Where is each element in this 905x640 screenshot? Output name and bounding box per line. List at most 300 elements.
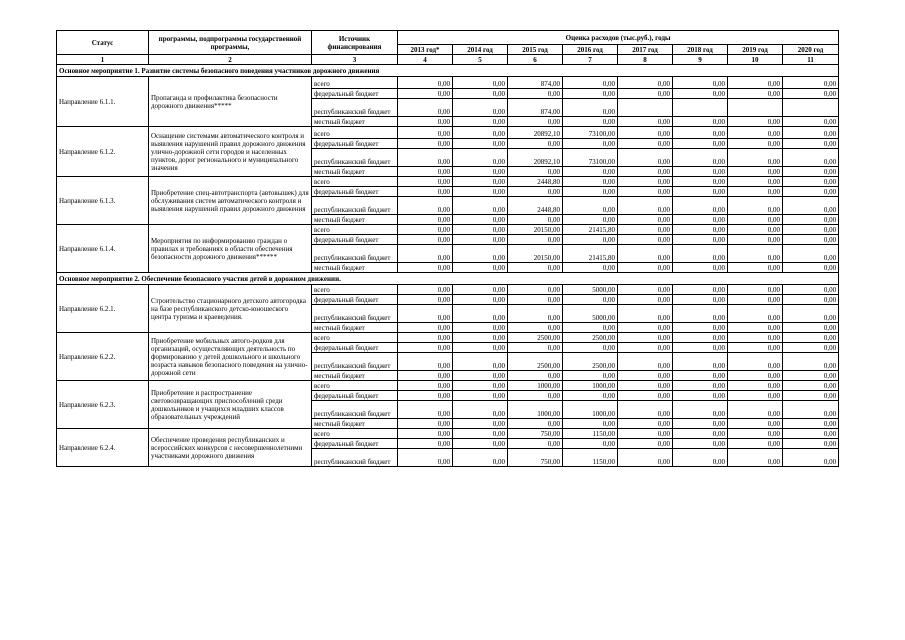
value-cell: 0,00 — [453, 167, 508, 177]
value-cell: 0,00 — [728, 127, 783, 139]
value-cell: 0,00 — [728, 167, 783, 177]
value-cell: 0,00 — [453, 99, 508, 117]
source-cell: республиканский бюджет — [312, 401, 398, 419]
value-cell: 0,00 — [618, 285, 673, 295]
value-cell: 0,00 — [728, 391, 783, 401]
value-cell: 0,00 — [398, 333, 453, 343]
value-cell: 5000,00 — [563, 285, 618, 295]
value-cell: 0,00 — [453, 439, 508, 449]
program-name-cell: Приобретение и распространение световозвращающих приспособлений среди дошкольников и учащихся младших классов образовательных учреждений — [149, 381, 312, 429]
value-cell: 0,00 — [453, 245, 508, 263]
status-cell: Направление 6.1.1. — [57, 77, 149, 127]
value-cell: 1000,00 — [563, 381, 618, 391]
budget-table-sheet — [56, 30, 838, 467]
status-cell: Направление 6.1.4. — [57, 225, 149, 273]
value-cell: 0,00 — [618, 117, 673, 127]
value-cell: 0,00 — [728, 449, 783, 467]
column-index: 7 — [563, 55, 618, 65]
value-cell: 0,00 — [783, 429, 839, 439]
value-cell: 0,00 — [673, 401, 728, 419]
value-cell: 0,00 — [728, 235, 783, 245]
table-row — [57, 225, 839, 235]
value-cell: 0,00 — [673, 439, 728, 449]
value-cell: 0,00 — [783, 401, 839, 419]
value-cell: 0,00 — [783, 127, 839, 139]
value-cell: 0,00 — [563, 89, 618, 99]
value-cell: 0,00 — [398, 381, 453, 391]
value-cell: 0,00 — [673, 381, 728, 391]
value-cell: 2500,00 — [508, 353, 563, 371]
value-cell: 0,00 — [398, 167, 453, 177]
status-cell: Направление 6.2.3. — [57, 381, 149, 429]
value-cell: 0,00 — [618, 429, 673, 439]
value-cell: 0,00 — [618, 391, 673, 401]
value-cell: 0,00 — [398, 353, 453, 371]
value-cell: 0,00 — [508, 391, 563, 401]
program-name-cell: Приобретение спец-автотранспорта (автовышек) для обслуживания систем автоматического контроля и выявления нарушений правил дорожного движения — [149, 177, 312, 225]
header-estimate: Оценка расходов (тыс.руб.), годы — [398, 31, 839, 45]
value-cell: 0,00 — [783, 263, 839, 273]
value-cell: 0,00 — [673, 333, 728, 343]
value-cell: 1000,00 — [508, 401, 563, 419]
column-index: 1 — [57, 55, 149, 65]
value-cell: 0,00 — [618, 419, 673, 429]
value-cell: 874,00 — [508, 99, 563, 117]
table-row — [57, 177, 839, 187]
value-cell: 0,00 — [618, 333, 673, 343]
source-cell: местный бюджет — [312, 263, 398, 273]
value-cell: 0,00 — [673, 449, 728, 467]
value-cell: 0,00 — [783, 149, 839, 167]
value-cell: 0,00 — [728, 371, 783, 381]
source-cell: всего — [312, 285, 398, 295]
value-cell: 0,00 — [398, 77, 453, 89]
value-cell: 0,00 — [563, 235, 618, 245]
value-cell: 0,00 — [728, 353, 783, 371]
value-cell: 0,00 — [453, 127, 508, 139]
value-cell: 0,00 — [618, 235, 673, 245]
value-cell: 0,00 — [563, 439, 618, 449]
value-cell: 20150,00 — [508, 245, 563, 263]
value-cell: 0,00 — [398, 419, 453, 429]
section-title: Основное мероприятие 2. Обеспечение безопасного участия детей в дорожном движении. — [57, 273, 839, 285]
value-cell: 2448,80 — [508, 177, 563, 187]
value-cell: 2500,00 — [563, 333, 618, 343]
source-cell: местный бюджет — [312, 419, 398, 429]
value-cell: 0,00 — [508, 263, 563, 273]
value-cell: 0,00 — [453, 401, 508, 419]
value-cell: 0,00 — [453, 215, 508, 225]
value-cell: 0,00 — [783, 197, 839, 215]
value-cell: 0,00 — [563, 187, 618, 197]
source-cell: федеральный бюджет — [312, 343, 398, 353]
value-cell: 0,00 — [508, 235, 563, 245]
value-cell: 0,00 — [453, 89, 508, 99]
value-cell: 0,00 — [728, 149, 783, 167]
value-cell: 0,00 — [728, 177, 783, 187]
value-cell: 0,00 — [783, 295, 839, 305]
value-cell: 0,00 — [453, 419, 508, 429]
value-cell: 0,00 — [673, 149, 728, 167]
year-header: 2018 год — [673, 45, 728, 55]
year-header: 2015 год — [508, 45, 563, 55]
value-cell: 2500,00 — [563, 353, 618, 371]
value-cell: 0,00 — [453, 285, 508, 295]
value-cell: 0,00 — [453, 235, 508, 245]
value-cell: 1150,00 — [563, 449, 618, 467]
value-cell: 0,00 — [398, 263, 453, 273]
source-cell: всего — [312, 429, 398, 439]
status-cell: Направление 6.2.2. — [57, 333, 149, 381]
value-cell: 0,00 — [728, 381, 783, 391]
value-cell: 0,00 — [563, 419, 618, 429]
value-cell: 0,00 — [508, 371, 563, 381]
value-cell: 874,00 — [508, 77, 563, 89]
value-cell: 0,00 — [563, 263, 618, 273]
value-cell: 0,00 — [783, 177, 839, 187]
header-status: Статус — [57, 31, 149, 55]
value-cell: 0,00 — [673, 343, 728, 353]
source-cell: федеральный бюджет — [312, 235, 398, 245]
source-cell: местный бюджет — [312, 371, 398, 381]
value-cell: 0,00 — [728, 197, 783, 215]
status-cell: Направление 6.1.3. — [57, 177, 149, 225]
value-cell: 0,00 — [398, 401, 453, 419]
source-cell: федеральный бюджет — [312, 391, 398, 401]
value-cell: 0,00 — [563, 177, 618, 187]
value-cell: 0,00 — [618, 225, 673, 235]
value-cell: 0,00 — [618, 305, 673, 323]
value-cell: 0,00 — [453, 353, 508, 371]
value-cell: 0,00 — [563, 371, 618, 381]
value-cell: 0,00 — [453, 149, 508, 167]
value-cell: 0,00 — [453, 305, 508, 323]
value-cell: 0,00 — [398, 187, 453, 197]
table-row — [57, 333, 839, 343]
source-cell: республиканский бюджет — [312, 305, 398, 323]
value-cell: 0,00 — [728, 77, 783, 89]
value-cell: 0,00 — [783, 235, 839, 245]
value-cell: 0,00 — [728, 263, 783, 273]
source-cell: республиканский бюджет — [312, 245, 398, 263]
value-cell: 0,00 — [673, 89, 728, 99]
value-cell: 0,00 — [783, 89, 839, 99]
value-cell: 0,00 — [563, 391, 618, 401]
value-cell: 0,00 — [783, 343, 839, 353]
value-cell: 0,00 — [618, 343, 673, 353]
program-name-cell: Мероприятия по информированию граждан о правилах и требованиях в области обеспечения безопасности дорожного движения****** — [149, 225, 312, 273]
value-cell: 0,00 — [453, 77, 508, 89]
value-cell: 0,00 — [563, 77, 618, 89]
source-cell: федеральный бюджет — [312, 187, 398, 197]
value-cell: 0,00 — [673, 197, 728, 215]
value-cell: 0,00 — [673, 215, 728, 225]
value-cell: 0,00 — [783, 167, 839, 177]
value-cell: 0,00 — [508, 343, 563, 353]
status-cell: Направление 6.2.1. — [57, 285, 149, 333]
section-title: Основное мероприятие 1. Развитие системы безопасного поведения участников дорожного движения — [57, 65, 839, 77]
value-cell: 0,00 — [398, 439, 453, 449]
value-cell: 0,00 — [673, 353, 728, 371]
source-cell: федеральный бюджет — [312, 139, 398, 149]
value-cell: 0,00 — [783, 333, 839, 343]
value-cell: 0,00 — [673, 263, 728, 273]
value-cell: 0,00 — [453, 343, 508, 353]
value-cell: 0,00 — [563, 197, 618, 215]
value-cell: 0,00 — [398, 245, 453, 263]
year-header: 2013 год* — [398, 45, 453, 55]
column-index: 5 — [453, 55, 508, 65]
value-cell: 0,00 — [618, 149, 673, 167]
value-cell: 0,00 — [618, 353, 673, 371]
source-cell: всего — [312, 127, 398, 139]
table-row — [57, 127, 839, 139]
value-cell: 0,00 — [618, 177, 673, 187]
value-cell: 0,00 — [453, 429, 508, 439]
value-cell: 0,00 — [508, 167, 563, 177]
source-cell: республиканский бюджет — [312, 197, 398, 215]
value-cell: 0,00 — [398, 225, 453, 235]
value-cell: 1150,00 — [563, 429, 618, 439]
value-cell: 0,00 — [398, 429, 453, 439]
value-cell: 0,00 — [508, 439, 563, 449]
value-cell: 0,00 — [618, 439, 673, 449]
value-cell: 20892,10 — [508, 127, 563, 139]
value-cell — [618, 99, 673, 117]
value-cell: 0,00 — [783, 215, 839, 225]
program-name-cell: Строительство стационарного детского автогородка на базе республиканского детско-юношеского центра туризма и краеведения. — [149, 285, 312, 333]
value-cell: 0,00 — [398, 285, 453, 295]
source-cell: местный бюджет — [312, 323, 398, 333]
value-cell: 0,00 — [673, 77, 728, 89]
value-cell: 0,00 — [508, 295, 563, 305]
source-cell: республиканский бюджет — [312, 449, 398, 467]
value-cell: 0,00 — [728, 187, 783, 197]
value-cell: 73100,00 — [563, 127, 618, 139]
value-cell: 750,00 — [508, 449, 563, 467]
value-cell: 0,00 — [673, 167, 728, 177]
value-cell: 0,00 — [398, 89, 453, 99]
value-cell: 0,00 — [508, 89, 563, 99]
value-cell: 73100,00 — [563, 149, 618, 167]
value-cell: 0,00 — [563, 295, 618, 305]
value-cell: 0,00 — [563, 139, 618, 149]
column-index: 3 — [312, 55, 398, 65]
value-cell: 0,00 — [673, 117, 728, 127]
status-cell: Направление 6.1.2. — [57, 127, 149, 177]
header-program: программы, подпрограммы государственной программы, — [149, 31, 312, 55]
value-cell: 0,00 — [783, 139, 839, 149]
value-cell: 0,00 — [728, 439, 783, 449]
program-name-cell: Пропаганда и профилактика безопасности дорожного движения***** — [149, 77, 312, 127]
column-index: 8 — [618, 55, 673, 65]
value-cell: 0,00 — [618, 139, 673, 149]
value-cell: 21415,80 — [563, 225, 618, 235]
value-cell: 0,00 — [398, 235, 453, 245]
value-cell: 0,00 — [453, 263, 508, 273]
value-cell: 0,00 — [673, 323, 728, 333]
value-cell: 0,00 — [618, 401, 673, 419]
value-cell: 750,00 — [508, 429, 563, 439]
value-cell: 0,00 — [673, 245, 728, 263]
value-cell: 0,00 — [453, 197, 508, 215]
value-cell: 0,00 — [453, 295, 508, 305]
value-cell: 0,00 — [453, 117, 508, 127]
value-cell: 20892,10 — [508, 149, 563, 167]
table-row — [57, 285, 839, 295]
value-cell: 0,00 — [673, 139, 728, 149]
value-cell — [673, 99, 728, 117]
value-cell: 1000,00 — [563, 401, 618, 419]
value-cell: 0,00 — [783, 323, 839, 333]
value-cell: 0,00 — [728, 215, 783, 225]
source-cell: республиканский бюджет — [312, 99, 398, 117]
table-row — [57, 77, 839, 89]
value-cell: 0,00 — [673, 371, 728, 381]
value-cell: 0,00 — [453, 177, 508, 187]
value-cell: 0,00 — [508, 215, 563, 225]
value-cell: 1000,00 — [508, 381, 563, 391]
value-cell: 0,00 — [728, 333, 783, 343]
value-cell: 0,00 — [728, 245, 783, 263]
column-index: 10 — [728, 55, 783, 65]
value-cell: 0,00 — [398, 343, 453, 353]
value-cell: 0,00 — [398, 117, 453, 127]
value-cell — [728, 99, 783, 117]
value-cell: 0,00 — [618, 371, 673, 381]
value-cell: 0,00 — [783, 225, 839, 235]
value-cell: 0,00 — [673, 391, 728, 401]
source-cell: республиканский бюджет — [312, 149, 398, 167]
value-cell: 0,00 — [398, 323, 453, 333]
value-cell: 0,00 — [673, 235, 728, 245]
value-cell: 0,00 — [508, 323, 563, 333]
value-cell: 0,00 — [673, 285, 728, 295]
value-cell: 0,00 — [398, 149, 453, 167]
source-cell: федеральный бюджет — [312, 439, 398, 449]
column-index: 9 — [673, 55, 728, 65]
value-cell: 0,00 — [398, 449, 453, 467]
value-cell: 0,00 — [728, 401, 783, 419]
column-index: 2 — [149, 55, 312, 65]
source-cell: всего — [312, 177, 398, 187]
value-cell: 0,00 — [618, 215, 673, 225]
value-cell: 0,00 — [728, 419, 783, 429]
value-cell: 0,00 — [783, 187, 839, 197]
value-cell: 0,00 — [783, 391, 839, 401]
value-cell: 0,00 — [563, 343, 618, 353]
value-cell: 0,00 — [398, 391, 453, 401]
value-cell: 0,00 — [673, 187, 728, 197]
value-cell: 0,00 — [618, 245, 673, 263]
value-cell: 0,00 — [563, 323, 618, 333]
value-cell: 0,00 — [618, 197, 673, 215]
value-cell: 0,00 — [783, 285, 839, 295]
value-cell: 0,00 — [453, 333, 508, 343]
source-cell: местный бюджет — [312, 167, 398, 177]
section-row — [57, 65, 839, 77]
value-cell: 0,00 — [618, 381, 673, 391]
value-cell: 0,00 — [618, 323, 673, 333]
value-cell: 0,00 — [673, 419, 728, 429]
value-cell: 0,00 — [618, 187, 673, 197]
value-cell: 0,00 — [783, 439, 839, 449]
value-cell: 0,00 — [673, 295, 728, 305]
value-cell: 0,00 — [453, 391, 508, 401]
year-header: 2019 год — [728, 45, 783, 55]
value-cell: 0,00 — [563, 117, 618, 127]
value-cell: 0,00 — [618, 295, 673, 305]
value-cell: 0,00 — [728, 295, 783, 305]
value-cell: 0,00 — [728, 225, 783, 235]
value-cell: 0,00 — [398, 371, 453, 381]
value-cell: 21415,80 — [563, 245, 618, 263]
value-cell: 0,00 — [783, 245, 839, 263]
value-cell: 0,00 — [618, 127, 673, 139]
source-cell: федеральный бюджет — [312, 295, 398, 305]
column-index: 11 — [783, 55, 839, 65]
value-cell: 0,00 — [783, 419, 839, 429]
value-cell: 2448,80 — [508, 197, 563, 215]
value-cell: 0,00 — [453, 139, 508, 149]
value-cell: 0,00 — [508, 285, 563, 295]
value-cell: 0,00 — [453, 449, 508, 467]
source-cell: всего — [312, 225, 398, 235]
value-cell: 0,00 — [398, 139, 453, 149]
column-index: 6 — [508, 55, 563, 65]
value-cell: 0,00 — [783, 117, 839, 127]
value-cell: 20150,00 — [508, 225, 563, 235]
program-name-cell: Приобретение мобильных автого-родков для организаций, осуществляющих деятельность по формированию у детей дошкольного и школьного возраста навыков безопасного поведения на улично-дорожной сети — [149, 333, 312, 381]
value-cell: 0,00 — [508, 139, 563, 149]
value-cell: 0,00 — [618, 449, 673, 467]
value-cell: 0,00 — [398, 215, 453, 225]
value-cell: 0,00 — [508, 305, 563, 323]
value-cell: 0,00 — [563, 167, 618, 177]
column-index: 4 — [398, 55, 453, 65]
value-cell: 0,00 — [728, 89, 783, 99]
source-cell: всего — [312, 381, 398, 391]
source-cell: местный бюджет — [312, 117, 398, 127]
value-cell: 0,00 — [453, 225, 508, 235]
value-cell: 0,00 — [453, 381, 508, 391]
status-cell: Направление 6.2.4. — [57, 429, 149, 467]
value-cell: 0,00 — [398, 305, 453, 323]
value-cell: 0,00 — [783, 77, 839, 89]
value-cell: 0,00 — [453, 323, 508, 333]
value-cell: 0,00 — [618, 89, 673, 99]
value-cell: 0,00 — [673, 305, 728, 323]
value-cell: 0,00 — [728, 305, 783, 323]
table-row — [57, 429, 839, 439]
value-cell: 0,00 — [673, 225, 728, 235]
year-header: 2016 год — [563, 45, 618, 55]
value-cell: 0,00 — [398, 127, 453, 139]
value-cell: 0,00 — [563, 99, 618, 117]
value-cell: 0,00 — [453, 187, 508, 197]
source-cell: всего — [312, 77, 398, 89]
value-cell — [783, 99, 839, 117]
value-cell: 0,00 — [673, 127, 728, 139]
value-cell: 0,00 — [783, 305, 839, 323]
value-cell: 0,00 — [728, 117, 783, 127]
source-cell: республиканский бюджет — [312, 353, 398, 371]
value-cell: 0,00 — [728, 323, 783, 333]
year-header: 2014 год — [453, 45, 508, 55]
budget-table — [56, 30, 839, 467]
value-cell: 0,00 — [673, 177, 728, 187]
value-cell: 0,00 — [783, 371, 839, 381]
